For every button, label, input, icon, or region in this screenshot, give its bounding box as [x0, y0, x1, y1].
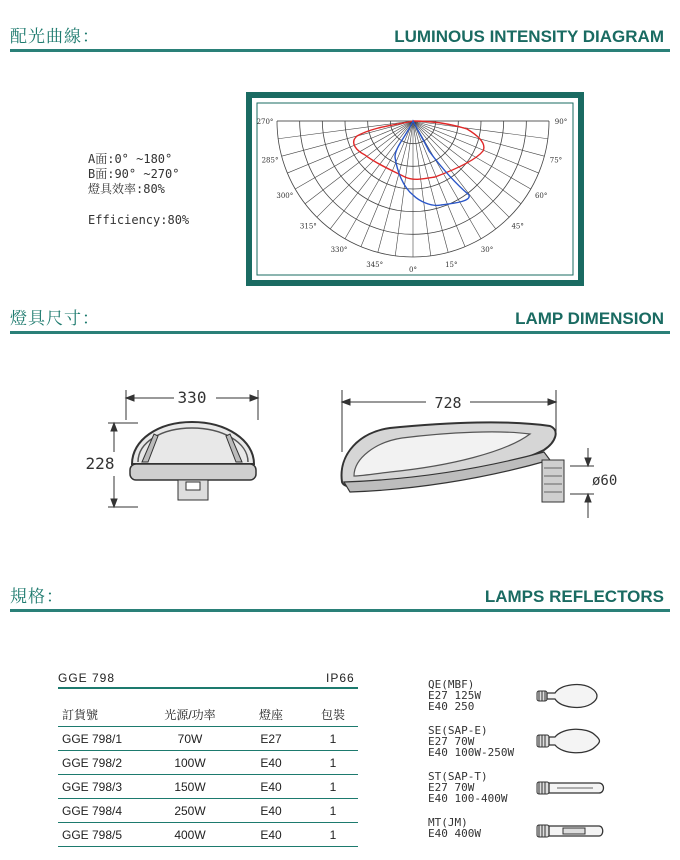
section-title-en-dimension: LAMP DIMENSION	[515, 309, 664, 328]
table-row	[58, 727, 358, 751]
section-divider	[10, 49, 670, 52]
table-model-label: GGE 798	[58, 671, 116, 685]
table-header-row	[58, 703, 358, 726]
cell-package: 1	[329, 779, 337, 794]
luminous-intensity-diagram	[245, 91, 585, 287]
cell-order-no: GGE 798/3	[62, 779, 123, 794]
polar-angle-label: 315°	[299, 222, 317, 231]
section-divider	[10, 331, 670, 334]
section-title-cn-spec: 規格：	[10, 587, 64, 606]
polar-angle-label: 330°	[330, 246, 348, 255]
table-top-rule	[58, 687, 358, 689]
bulb-type-st: ST(SAP-T)	[428, 770, 488, 783]
bulb-type-se: SE(SAP-E)	[428, 724, 488, 737]
height-dimension-label: 228	[85, 454, 115, 473]
table-row	[58, 799, 358, 823]
header-power: 光源/功率	[164, 708, 216, 722]
section-divider	[10, 609, 670, 612]
length-dimension-label: 728	[434, 394, 462, 412]
polar-angle-label: 270°	[256, 118, 274, 126]
width-dimension-label: 330	[177, 388, 207, 407]
cell-package: 1	[329, 827, 337, 842]
cell-socket: E40	[260, 803, 282, 818]
metal-halide-tube-icon	[535, 820, 607, 842]
polar-angle-label: 285°	[261, 156, 279, 165]
section-title-cn-photometric: 配光曲線：	[10, 27, 100, 46]
table-ip-rating: IP66	[326, 671, 355, 685]
polar-angle-label: 15°	[445, 260, 458, 269]
table-row	[58, 751, 358, 775]
plane-a-label: A面:0° ~180°	[88, 152, 173, 166]
header-socket: 燈座	[258, 708, 283, 722]
lamp-side-view	[330, 382, 630, 518]
bulb-spec-line: E40 250	[428, 700, 475, 713]
bulb-spec-line: E27 70W	[428, 735, 475, 748]
cell-power: 150W	[174, 779, 206, 794]
bulb-spec-line: E27 70W	[428, 781, 475, 794]
cell-order-no: GGE 798/2	[62, 755, 123, 770]
cell-order-no: GGE 798/5	[62, 827, 123, 842]
bulb-spec-line: E27 125W	[428, 689, 481, 702]
table-row	[58, 775, 358, 799]
spec-table-body	[58, 727, 358, 847]
section-title-en-photometric: LUMINOUS INTENSITY DIAGRAM	[394, 27, 664, 46]
tubular-bulb-icon	[535, 776, 607, 800]
cell-power: 400W	[174, 827, 206, 842]
polar-angle-label: 300°	[276, 192, 294, 200]
header-order-no: 訂貨號	[62, 708, 99, 722]
cell-power: 100W	[174, 755, 206, 770]
cell-package: 1	[329, 803, 337, 818]
plane-b-label: B面:90° ~270°	[88, 167, 180, 181]
section-title-cn-dimension: 燈具尺寸：	[10, 309, 100, 328]
cell-order-no: GGE 798/1	[62, 731, 123, 746]
ovoid-bulb-icon	[535, 680, 605, 712]
polar-angle-label: 30°	[480, 246, 494, 255]
polar-angle-label: 60°	[534, 192, 548, 200]
diameter-dimension-label: ø60	[592, 473, 618, 489]
header-package: 包裝	[320, 708, 345, 722]
cell-power: 70W	[177, 731, 203, 746]
polar-angle-label: 0°	[409, 266, 417, 274]
cell-socket: E40	[260, 827, 282, 842]
section-title-en-spec: LAMPS REFLECTORS	[484, 587, 664, 606]
lamp-side-body	[342, 422, 564, 502]
table-row	[58, 823, 358, 847]
elliptical-bulb-icon	[535, 725, 605, 757]
cell-socket: E27	[260, 731, 282, 746]
lamp-front-view	[78, 382, 278, 518]
bulb-spec-line: E40 100W-250W	[428, 746, 515, 759]
bulb-type-mt: MT(JM)	[428, 816, 468, 829]
efficiency-en-label: Efficiency:80%	[88, 213, 190, 227]
spec-table	[58, 703, 358, 726]
lamp-front-body	[130, 422, 256, 500]
cell-power: 250W	[174, 803, 206, 818]
cell-package: 1	[329, 731, 337, 746]
bulb-type-qe: QE(MBF)	[428, 678, 475, 691]
efficiency-cn-label: 燈具效率:80%	[88, 182, 165, 196]
cell-order-no: GGE 798/4	[62, 803, 123, 818]
polar-angle-label: 345°	[366, 260, 384, 269]
cell-socket: E40	[260, 755, 282, 770]
cell-socket: E40	[260, 779, 282, 794]
polar-angle-label: 90°	[554, 118, 568, 126]
bulb-spec-line: E40 400W	[428, 827, 481, 840]
bulb-spec-line: E40 100-400W	[428, 792, 508, 805]
polar-angle-label: 45°	[511, 222, 524, 231]
cell-package: 1	[329, 755, 337, 770]
polar-angle-label: 75°	[549, 156, 563, 165]
